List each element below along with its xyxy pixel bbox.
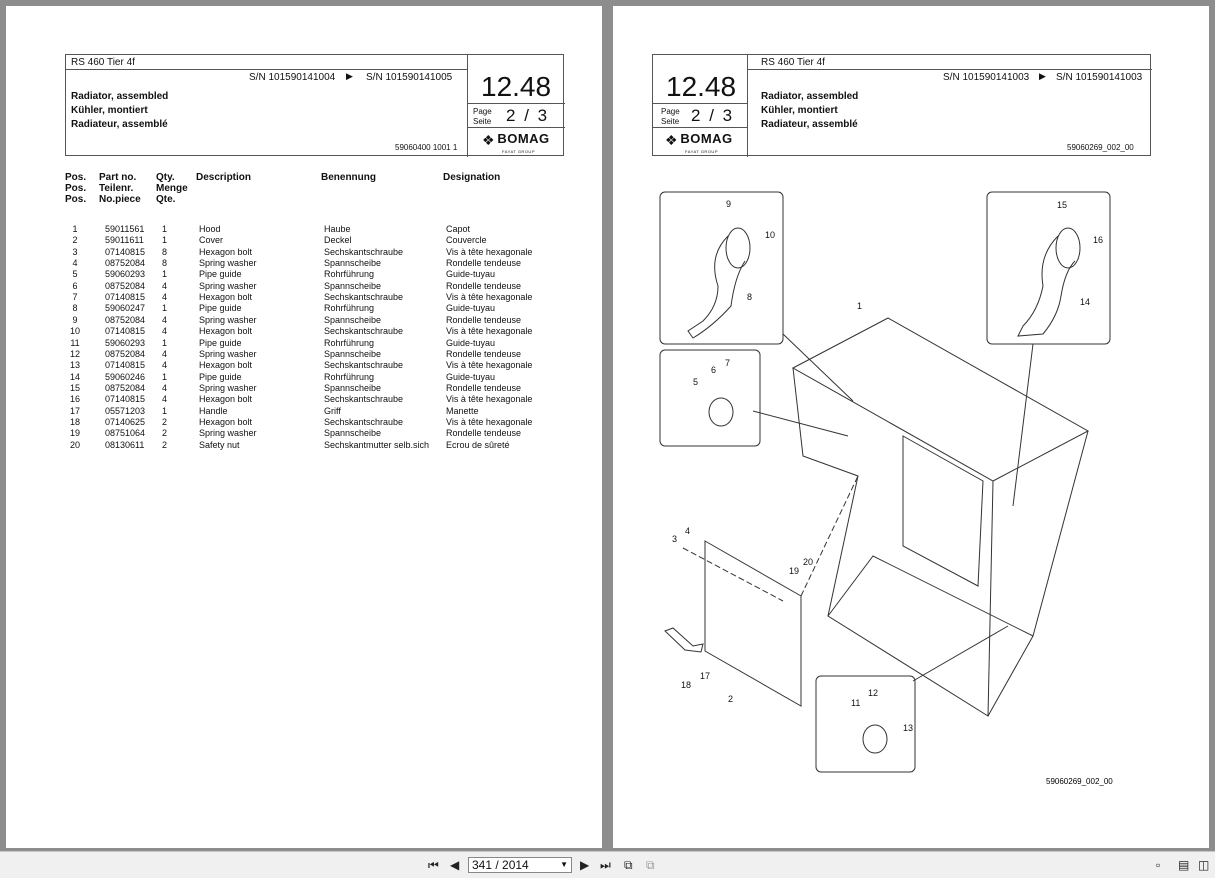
pos-de: Pos.	[65, 183, 87, 194]
left-page	[6, 6, 602, 848]
callout-label: 18	[681, 680, 692, 690]
pipe-guide-8-flange	[726, 228, 750, 268]
handle-part	[665, 628, 703, 652]
table-cell: Sechskantschraube	[324, 394, 404, 405]
bomag-logo	[665, 131, 733, 154]
callout-label: 8	[747, 292, 753, 302]
table-cell: 4	[72, 258, 78, 269]
page-current: 2	[506, 106, 516, 125]
col-qty-header	[156, 172, 188, 205]
bomag-diamond-icon: ❖	[665, 131, 678, 148]
page-indicator-input[interactable]	[468, 857, 572, 873]
table-cell: 12	[69, 348, 80, 359]
table-cell: Spannscheibe	[324, 428, 382, 439]
table-cell: 07140815	[105, 246, 146, 257]
callout-label: 4	[685, 526, 691, 536]
callout-label: 5	[693, 377, 699, 387]
table-cell: Pipe guide	[199, 303, 242, 314]
table-cell: Sechskantmutter selb.sich	[324, 439, 430, 450]
table-cell: 14	[69, 371, 80, 382]
table-cell: Rohrführung	[324, 269, 375, 280]
page-label-de: Seite	[661, 117, 680, 126]
table-cell: Sechskantschraube	[324, 416, 404, 427]
table-cell: Spring washer	[199, 258, 257, 269]
table-cell: 59011611	[105, 235, 144, 246]
table-cell: Vis à tête hexagonale	[446, 416, 533, 427]
table-cell: Rohrführung	[324, 337, 375, 348]
detail-box-8	[660, 192, 783, 344]
callout-label: 16	[1093, 235, 1104, 245]
table-cell: Guide-tuyau	[446, 303, 496, 314]
table-cell: Vis à tête hexagonale	[446, 292, 533, 303]
table-cell: 08752084	[105, 348, 146, 359]
table-cell: Spring washer	[199, 382, 257, 393]
table-cell: Rondelle tendeuse	[446, 348, 522, 359]
page-number	[506, 106, 547, 126]
col-designation-header: Designation	[443, 172, 501, 183]
table-cell: 20	[69, 439, 80, 450]
table-cell: Rondelle tendeuse	[446, 258, 522, 269]
callout-label: 10	[765, 230, 776, 240]
callout-label: 14	[1080, 297, 1091, 307]
table-cell: Hexagon bolt	[199, 394, 253, 405]
table-cell: 59011561	[105, 224, 145, 234]
part-fr: No.piece	[99, 194, 141, 205]
table-cell: 4	[162, 348, 168, 359]
table-cell: Pipe guide	[199, 269, 242, 280]
drawing-reference: 59060269_002_00	[1046, 777, 1113, 786]
table-cell: 18	[69, 416, 80, 427]
table-cell: Griff	[324, 405, 341, 416]
table-cell: 8	[72, 303, 78, 314]
table-cell: 08752084	[105, 382, 146, 393]
table-cell: 07140625	[105, 416, 146, 427]
table-cell: Hexagon bolt	[199, 246, 253, 257]
page-indicator-text: 341 / 2014	[472, 858, 529, 872]
hood-side-outline	[988, 431, 1088, 716]
table-cell: Haube	[324, 224, 351, 234]
part-de: Teilenr.	[99, 183, 134, 194]
table-cell: Spring washer	[199, 348, 257, 359]
brand-sub: FAYAT GROUP	[502, 148, 535, 154]
pos-fr: Pos.	[65, 194, 87, 205]
hood-front-outline	[793, 368, 993, 716]
table-cell: Guide-tuyau	[446, 269, 496, 280]
pdf-toolbar	[0, 851, 1215, 878]
part-en: Part no.	[99, 172, 137, 183]
table-cell: Hexagon bolt	[199, 292, 253, 303]
table-cell: 4	[162, 280, 168, 291]
pipe-guide-14-body	[1018, 236, 1075, 336]
table-cell: 1	[162, 224, 168, 234]
table-cell: 08752084	[105, 314, 146, 325]
brand-name: BOMAG	[497, 131, 550, 146]
assembly-lines	[683, 476, 858, 601]
table-cell: 3	[72, 246, 78, 257]
table-cell: 07140815	[105, 360, 146, 371]
page-separator: /	[709, 106, 714, 125]
page-total: 3	[722, 106, 733, 125]
table-cell: 08752084	[105, 280, 146, 291]
table-cell: Guide-tuyau	[446, 371, 496, 382]
table-cell: Rondelle tendeuse	[446, 280, 522, 291]
cover-plate	[705, 541, 801, 706]
arrow-right-icon: ▶	[1039, 71, 1046, 81]
table-cell: Pipe guide	[199, 371, 242, 382]
table-cell: 6	[72, 280, 78, 291]
table-cell: 1	[162, 269, 168, 280]
serial-from: S/N 101590141003	[943, 72, 1030, 83]
table-cell: 1	[162, 235, 168, 246]
title-block	[71, 90, 168, 132]
callout-label: 7	[725, 358, 731, 368]
table-cell: 07140815	[105, 394, 146, 405]
table-cell: 08751064	[105, 428, 146, 439]
table-cell: Spring washer	[199, 280, 257, 291]
table-cell: Spannscheibe	[324, 258, 382, 269]
table-cell: Rohrführung	[324, 303, 375, 314]
page-current: 2	[691, 106, 701, 125]
callout-label: 19	[789, 566, 800, 576]
table-cell: Sechskantschraube	[324, 292, 404, 303]
callout-label: 3	[672, 534, 678, 544]
serial-from: S/N 101590141004	[249, 72, 336, 83]
table-cell: 1	[72, 224, 78, 234]
table-cell: Deckel	[324, 235, 352, 246]
model-name: RS 460 Tier 4f	[71, 57, 135, 68]
table-cell: 8	[162, 246, 168, 257]
brand-name: BOMAG	[680, 131, 733, 146]
table-cell: Spring washer	[199, 428, 257, 439]
table-cell: 2	[162, 416, 168, 427]
table-cell: Vis à tête hexagonale	[446, 394, 533, 405]
table-cell: Hood	[199, 224, 221, 234]
first-page-icon[interactable]: ⏮	[428, 858, 439, 872]
table-cell: Vis à tête hexagonale	[446, 246, 533, 257]
table-cell: 17	[69, 405, 80, 416]
table-cell: 11	[70, 337, 80, 348]
title-en: Radiator, assembled	[761, 91, 859, 102]
model-name: RS 460 Tier 4f	[761, 57, 825, 68]
qty-en: Qty.	[156, 172, 175, 183]
callout-label: 2	[728, 694, 734, 704]
serial-to: S/N 101590141003	[1056, 72, 1143, 83]
table-cell: 4	[162, 314, 168, 325]
callout-label: 13	[903, 723, 914, 733]
section-number: 12.48	[481, 71, 552, 102]
callout-label: 6	[711, 365, 717, 375]
hood-inner-edge	[828, 556, 1033, 636]
pipe-guide-5	[709, 398, 733, 426]
section-number: 12.48	[666, 71, 737, 102]
pipe-guide-8-body	[688, 236, 745, 338]
serial-to: S/N 101590141005	[366, 72, 453, 83]
qty-fr: Qte.	[156, 194, 176, 205]
exploded-view-drawing	[613, 176, 1209, 826]
table-cell: 59060246	[105, 371, 146, 382]
table-cell: 10	[69, 326, 80, 337]
table-cell: 08130611	[105, 439, 145, 450]
table-cell: 4	[162, 292, 168, 303]
table-cell: Spannscheibe	[324, 382, 382, 393]
callout-label: 20	[803, 557, 814, 567]
document-number: 59060269_002_00	[1067, 143, 1134, 152]
table-cell: Handle	[199, 405, 228, 416]
table-cell: 2	[162, 428, 168, 439]
table-cell: 4	[162, 326, 168, 337]
table-cell: Spannscheibe	[324, 280, 382, 291]
table-cell: 8	[162, 258, 168, 269]
table-cell: Manette	[446, 405, 479, 416]
callout-label: 11	[851, 698, 861, 708]
page-label-en: Page	[473, 107, 492, 116]
detail-box-14	[987, 192, 1110, 344]
next-page-icon[interactable]: ▶	[580, 858, 590, 872]
title-block	[761, 90, 858, 132]
table-cell: Vis à tête hexagonale	[446, 326, 533, 337]
callout-label: 9	[726, 199, 732, 209]
chevron-down-icon[interactable]: ▼	[560, 860, 568, 869]
page-total: 3	[537, 106, 548, 125]
detail-box-11	[816, 676, 915, 772]
table-cell: 59060247	[105, 303, 146, 314]
table-cell: Capot	[446, 224, 471, 234]
table-cell: Vis à tête hexagonale	[446, 360, 533, 371]
table-cell: Spring washer	[199, 314, 257, 325]
table-cell: Hexagon bolt	[199, 416, 253, 427]
arrow-right-icon: ▶	[346, 71, 353, 81]
table-cell: 59060293	[105, 337, 146, 348]
title-fr: Radiateur, assemblé	[71, 119, 168, 130]
brand-sub: FAYAT GROUP	[685, 148, 718, 154]
table-cell: 07140815	[105, 292, 146, 303]
single-page-icon[interactable]: ▫	[1156, 858, 1161, 872]
page-label-en: Page	[661, 107, 680, 116]
table-cell: Rondelle tendeuse	[446, 314, 522, 325]
table-cell: Safety nut	[199, 439, 240, 450]
right-header-box	[652, 54, 1151, 156]
callout-label: 12	[868, 688, 879, 698]
title-de: Kühler, montiert	[761, 105, 838, 116]
table-cell: 9	[72, 314, 78, 325]
left-header-box	[65, 54, 564, 156]
table-cell: Rondelle tendeuse	[446, 428, 522, 439]
title-de: Kühler, montiert	[71, 105, 148, 116]
prev-page-icon[interactable]: ◀	[450, 858, 460, 872]
bomag-logo	[482, 131, 550, 154]
callout-label: 17	[700, 671, 711, 681]
table-cell: 59060293	[105, 269, 146, 280]
table-cell: Rohrführung	[324, 371, 375, 382]
table-cell: 1	[162, 303, 168, 314]
table-cell: Hexagon bolt	[199, 326, 253, 337]
page-label	[661, 107, 680, 127]
title-fr: Radiateur, assemblé	[761, 119, 858, 130]
detail-box-5	[660, 350, 760, 446]
hood-opening	[903, 436, 983, 586]
table-cell: Sechskantschraube	[324, 360, 404, 371]
table-cell: Sechskantschraube	[324, 326, 404, 337]
callout-label: 15	[1057, 200, 1068, 210]
table-cell: 1	[162, 405, 168, 416]
table-cell: Ecrou de sûreté	[446, 439, 510, 450]
col-part-header	[99, 172, 141, 205]
table-cell: 07140815	[105, 326, 146, 337]
bomag-diamond-icon: ❖	[482, 131, 495, 148]
prev-view-icon[interactable]: ⧉	[624, 858, 633, 872]
col-description-header: Description	[196, 172, 252, 183]
table-cell: Rondelle tendeuse	[446, 382, 522, 393]
table-cell: 7	[72, 292, 78, 303]
table-cell: Sechskantschraube	[324, 246, 404, 257]
table-cell: 4	[162, 382, 168, 393]
page-label	[473, 107, 492, 127]
table-cell: Pipe guide	[199, 337, 242, 348]
table-cell: 08752084	[105, 258, 146, 269]
table-cell: 2	[162, 439, 168, 450]
col-pos-header	[65, 172, 86, 205]
page-number	[691, 106, 732, 126]
table-cell: 13	[69, 360, 80, 371]
col-benennung-header: Benennung	[321, 172, 376, 183]
table-cell: Spannscheibe	[324, 314, 382, 325]
table-cell: 4	[162, 360, 168, 371]
qty-de: Menge	[156, 183, 188, 194]
title-en: Radiator, assembled	[71, 91, 169, 102]
table-cell: 1	[162, 371, 168, 382]
next-view-icon[interactable]: ⧉	[646, 858, 655, 872]
pipe-guide-11	[863, 725, 887, 753]
pos-en: Pos.	[65, 172, 87, 183]
table-cell: 1	[162, 337, 168, 348]
table-cell: Guide-tuyau	[446, 337, 496, 348]
table-cell: 5	[72, 269, 78, 280]
continuous-icon[interactable]: ▤	[1178, 858, 1190, 872]
table-cell: 4	[162, 394, 168, 405]
callout-label: 1	[857, 301, 863, 311]
table-cell: 19	[69, 428, 80, 439]
table-cell: 2	[72, 235, 78, 246]
table-cell: 05571203	[105, 405, 146, 416]
page-label-de: Seite	[473, 117, 492, 126]
two-page-icon[interactable]: ◫	[1198, 858, 1210, 872]
last-page-icon[interactable]: ⏭	[600, 858, 611, 872]
table-cell: 15	[69, 382, 80, 393]
table-cell: 16	[69, 394, 80, 405]
right-page	[613, 6, 1209, 848]
table-cell: Cover	[199, 235, 224, 246]
table-cell: Hexagon bolt	[199, 360, 253, 371]
pipe-guide-14-flange	[1056, 228, 1080, 268]
page-separator: /	[524, 106, 529, 125]
table-cell: Couvercle	[446, 235, 487, 246]
table-cell: Spannscheibe	[324, 348, 382, 359]
document-number: 59060400 1001 1	[395, 143, 458, 152]
